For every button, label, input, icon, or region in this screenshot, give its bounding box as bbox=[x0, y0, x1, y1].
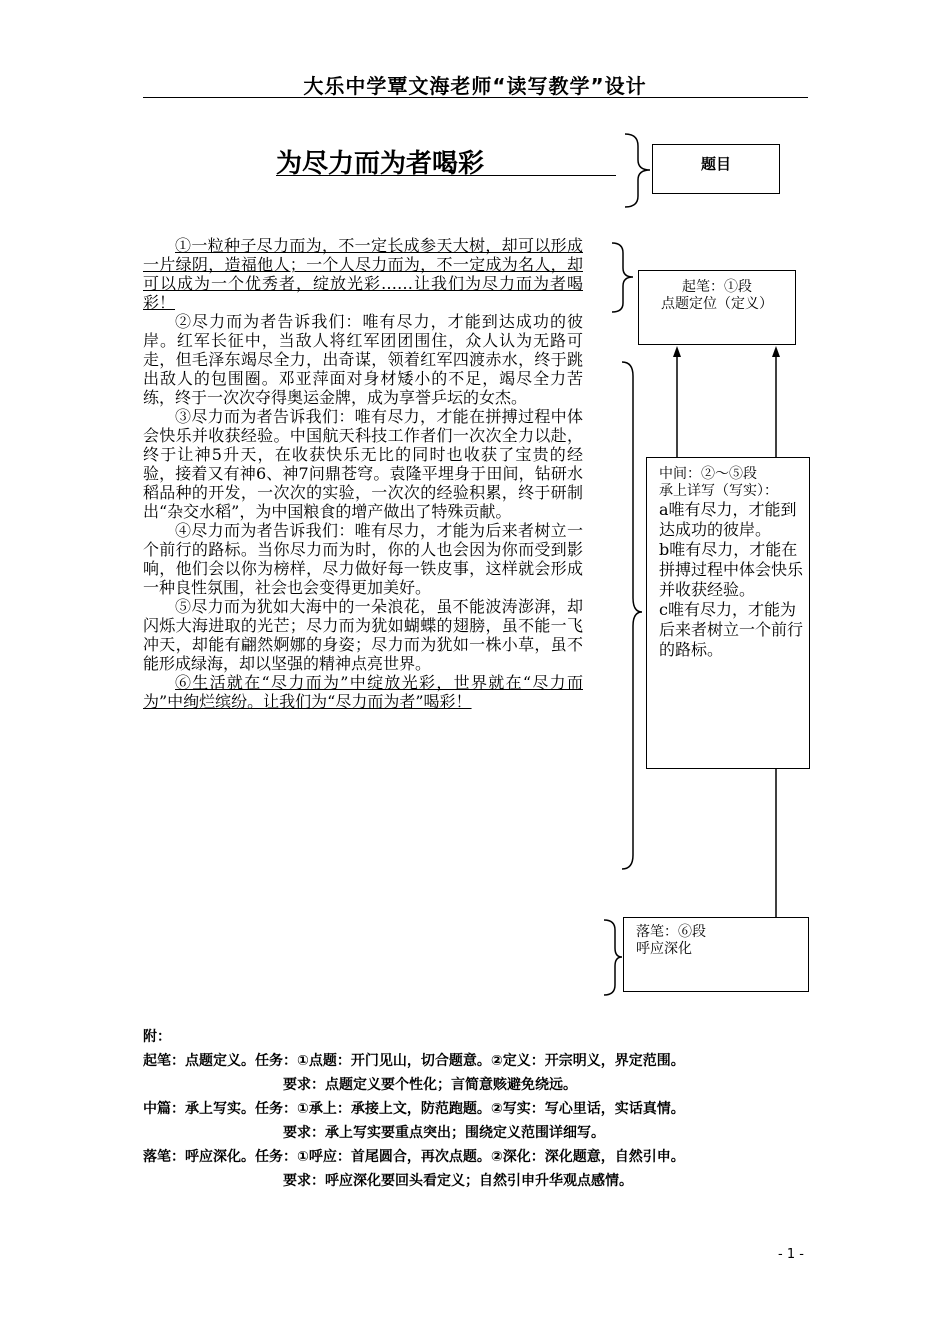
appendix-line-3: 中篇：承上写实。任务：①承上：承接上文，防范跑题。②写实：写心里话，实话真情。 bbox=[143, 1101, 685, 1117]
zhong-box-point-a: a唯有尽力，才能到达成功的彼岸。 bbox=[659, 500, 797, 539]
header-title: 大乐中学覃文海老师“读写教学”设计 bbox=[303, 74, 647, 98]
appendix-line-6: 要求：呼应深化要回头看定义；自然引申升华观点感情。 bbox=[283, 1173, 633, 1189]
essay-paragraph-6: ⑥生活就在“尽力而为”中绽放光彩，世界就在“尽力而为”中绚烂缤纷。让我们为“尽力而为者”喝彩！ bbox=[143, 673, 583, 711]
appendix-line-4: 要求：承上写实要重点突出；围绕定义范围详细写。 bbox=[283, 1125, 605, 1141]
qi-box bbox=[638, 270, 796, 345]
essay-paragraph-2: ②尽力而为者告诉我们：唯有尽力，才能到达成功的彼岸。红军长征中，当敌人将红军团团围住，众人认为无路可走，但毛泽东竭尽全力，出奇谋，领着红军四渡赤水，终于跳出敌人的包围圈。邓亚萍面对身材矮小的不足，竭尽全力苦练，终于一次次夺得奥运金牌，成为享誉乒坛的女杰。 bbox=[143, 312, 583, 407]
appendix-line-5: 落笔：呼应深化。任务：①呼应：首尾圆合，再次点题。②深化：深化题意，自然引申。 bbox=[143, 1149, 685, 1165]
zhong-box-line2: 承上详写（写实）： bbox=[659, 483, 778, 499]
arrow-zhong-to-qi-head bbox=[673, 346, 681, 357]
luo-box-line2: 呼应深化 bbox=[636, 941, 692, 957]
essay-paragraph-4: ④尽力而为者告诉我们：唯有尽力，才能为后来者树立一个前行的路标。当你尽力而为时，你的人也会因为你而受到影响，他们会以你为榜样，尽力做好每一铁皮事，这样就会形成一种良性氛围，社会也会变得更加美好。 bbox=[143, 521, 583, 597]
brace-title bbox=[625, 134, 650, 207]
title-box: 题目 bbox=[652, 144, 780, 194]
zhong-box-point-c: c唯有尽力，才能为后来者树立一个前行的路标。 bbox=[659, 600, 804, 659]
appendix bbox=[143, 1025, 823, 1193]
brace-zhong bbox=[622, 362, 642, 869]
brace-qi bbox=[612, 243, 633, 312]
brace-luo bbox=[604, 920, 622, 995]
qi-box-line2: 点题定位（定义） bbox=[661, 296, 773, 312]
luo-box-line1: 落笔：⑥段 bbox=[636, 924, 706, 940]
qi-box-line1: 起笔：①段 bbox=[682, 279, 752, 295]
zhong-box-line1: 中间：②～⑤段 bbox=[659, 466, 757, 482]
appendix-line-2: 要求：点题定义要个性化；言简意赅避免绕远。 bbox=[283, 1077, 577, 1093]
appendix-label: 附： bbox=[143, 1029, 171, 1045]
zhong-box-point-b: b唯有尽力，才能在拼搏过程中体会快乐并收获经验。 bbox=[659, 540, 804, 599]
essay-paragraph-1: ①一粒种子尽力而为，不一定长成参天大树，却可以形成一片绿阴，造福他人；一个人尽力而为，不一定成为名人，却可以成为一个优秀者，绽放光彩……让我们为尽力而为者喝彩！ bbox=[143, 236, 583, 312]
essay-paragraph-5: ⑤尽力而为犹如大海中的一朵浪花，虽不能波涛澎湃，却闪烁大海进取的光芒；尽力而为犹如蝴蝶的翅膀，虽不能一飞冲天，却能有翩然婀娜的身姿；尽力而为犹如一株小草，虽不能形成绿海，却以坚强的精神点亮世界。 bbox=[143, 597, 583, 673]
essay-paragraph-3: ③尽力而为者告诉我们：唯有尽力，才能在拼搏过程中体会快乐并收获经验。中国航天科技工作者们一次次全力以赴，终于让神5升天，在收获快乐无比的同时也收获了宝贵的经验，接着又有神6、神7问鼎苍穹。袁隆平埋身于田间，钻研水稻品种的开发，一次次的实验，一次次的经验积累，终于研制出“杂交水稻”，为中国粮食的增产做出了特殊贡献。 bbox=[143, 407, 583, 521]
essay-title: 为尽力而为者喝彩 bbox=[276, 149, 485, 179]
zhong-box bbox=[646, 457, 810, 769]
arrow-luo-to-qi-head bbox=[772, 346, 780, 357]
luo-box bbox=[623, 917, 809, 992]
page-number: - 1 - bbox=[778, 1247, 804, 1262]
appendix-line-1: 起笔：点题定义。任务：①点题：开门见山，切合题意。②定义：开宗明义，界定范围。 bbox=[143, 1053, 685, 1069]
